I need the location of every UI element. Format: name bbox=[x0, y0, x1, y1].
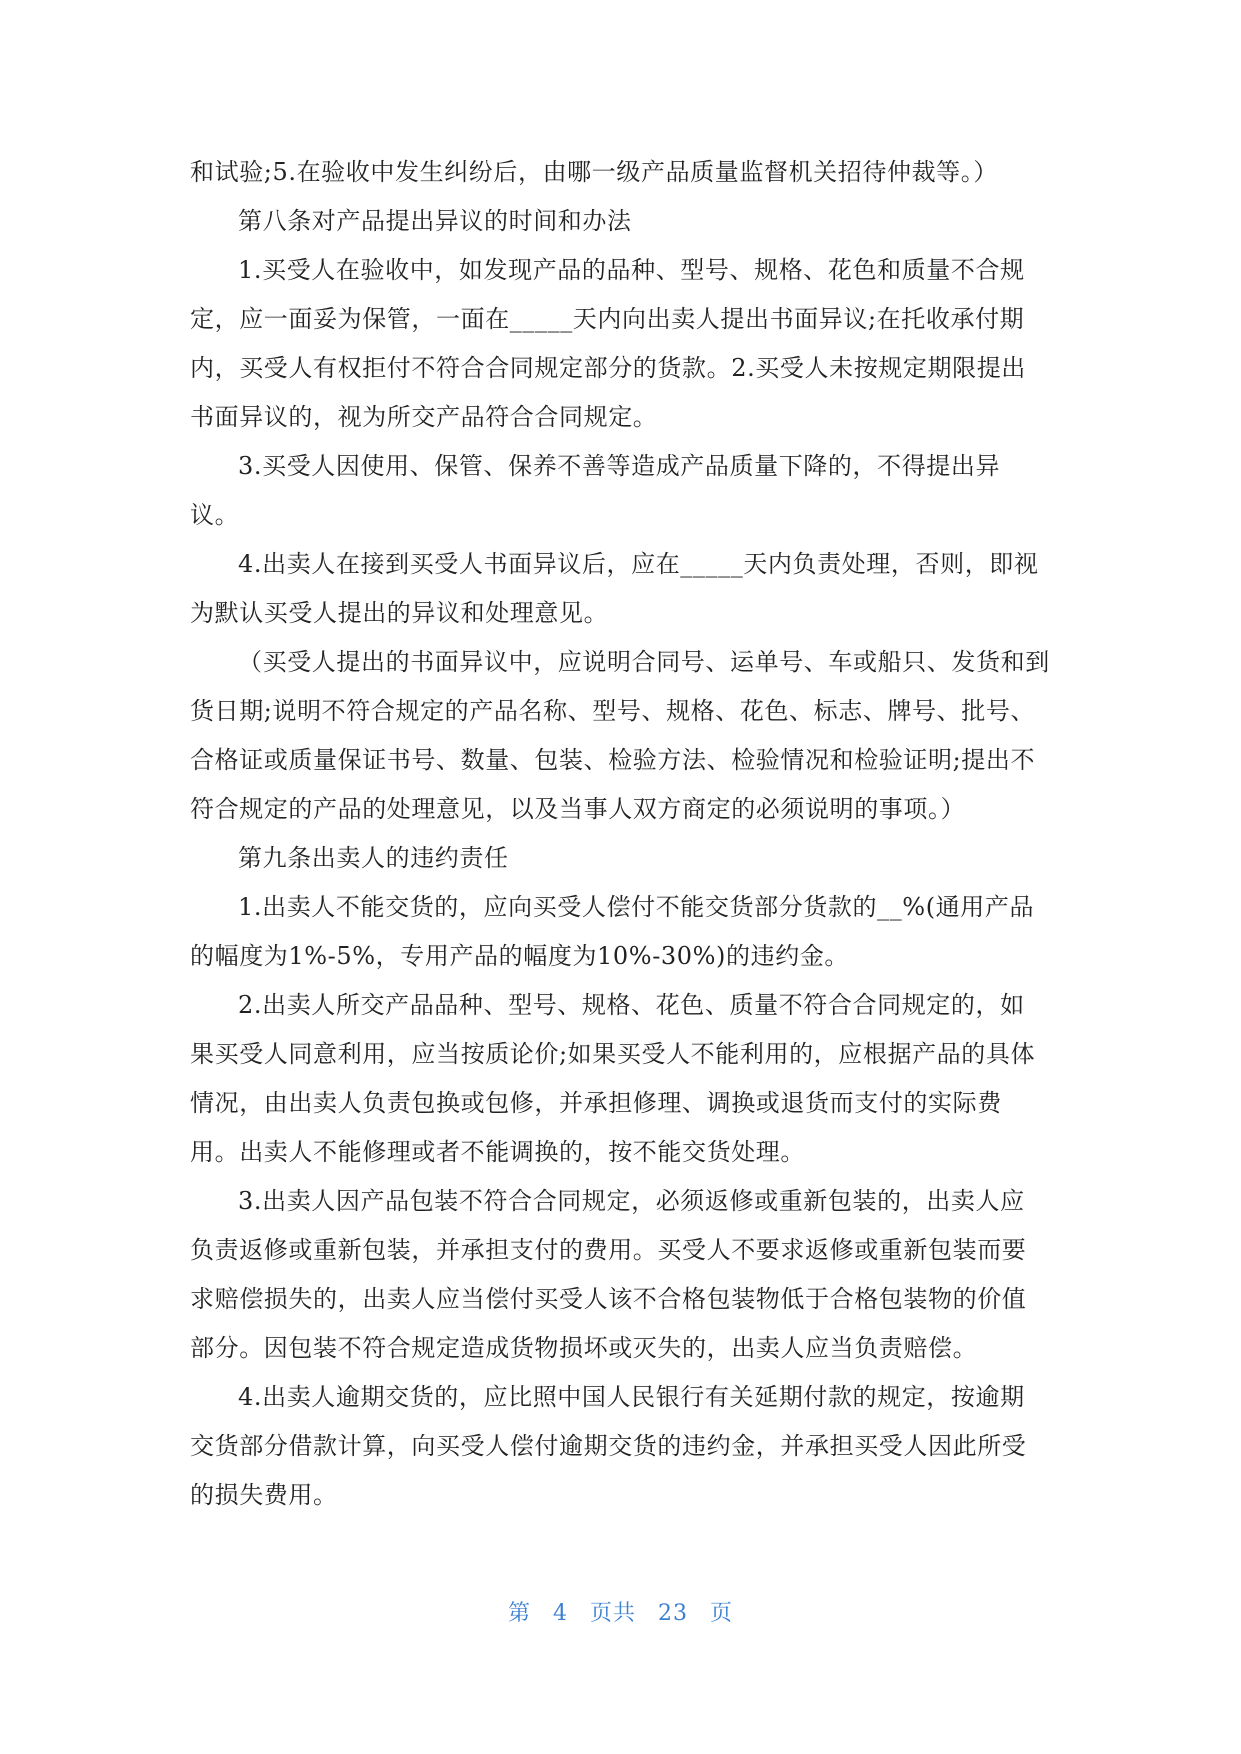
section-heading: 第九条出卖人的违约责任 bbox=[238, 844, 509, 872]
text-line: 情况，由出卖人负责包换或包修，并承担修理、调换或退货而支付的实际费 bbox=[190, 1089, 1002, 1117]
section-heading: 第八条对产品提出异议的时间和办法 bbox=[238, 207, 632, 235]
text-line: 定，应一面妥为保管，一面在_____天内向出卖人提出书面异议;在托收承付期 bbox=[190, 305, 1025, 333]
text-line: 4.出卖人逾期交货的，应比照中国人民银行有关延期付款的规定，按逾期 bbox=[238, 1383, 1025, 1411]
text-line: 部分。因包装不符合规定造成货物损坏或灭失的，出卖人应当负责赔偿。 bbox=[190, 1334, 978, 1362]
text-line: 1.出卖人不能交货的，应向买受人偿付不能交货部分货款的__%(通用产品 bbox=[238, 893, 1035, 921]
text-line: 符合规定的产品的处理意见，以及当事人双方商定的必须说明的事项。） bbox=[190, 795, 966, 823]
current-page-number: 4 bbox=[552, 1601, 568, 1626]
text-line: （买受人提出的书面异议中，应说明合同号、运单号、车或船只、发货和到 bbox=[238, 648, 1050, 676]
text-line: 内，买受人有权拒付不符合合同规定部分的货款。2.买受人未按规定期限提出 bbox=[190, 354, 1026, 382]
text-line: 4.出卖人在接到买受人书面异议后，应在_____天内负责处理，否则，即视 bbox=[238, 550, 1039, 578]
text-line: 求赔偿损失的，出卖人应当偿付买受人该不合格包装物低于合格包装物的价值 bbox=[190, 1285, 1027, 1313]
text-line: 3.出卖人因产品包装不符合合同规定，必须返修或重新包装的，出卖人应 bbox=[238, 1187, 1025, 1215]
text-line: 议。 bbox=[190, 501, 240, 529]
text-line: 书面异议的，视为所交产品符合合同规定。 bbox=[190, 403, 658, 431]
text-line: 的幅度为1%-5%，专用产品的幅度为10%-30%)的违约金。 bbox=[190, 942, 850, 970]
text-line: 的损失费用。 bbox=[190, 1481, 338, 1509]
total-page-count: 23 bbox=[658, 1601, 688, 1626]
text-line: 果买受人同意利用，应当按质论价;如果买受人不能利用的，应根据产品的具体 bbox=[190, 1040, 1036, 1068]
footer-suffix: 页 bbox=[710, 1601, 734, 1626]
text-line: 交货部分借款计算，向买受人偿付逾期交货的违约金，并承担买受人因此所受 bbox=[190, 1432, 1027, 1460]
text-line: 用。出卖人不能修理或者不能调换的，按不能交货处理。 bbox=[190, 1138, 805, 1166]
text-line: 为默认买受人提出的异议和处理意见。 bbox=[190, 599, 609, 627]
text-line: 合格证或质量保证书号、数量、包装、检验方法、检验情况和检验证明;提出不 bbox=[190, 746, 1036, 774]
page-footer bbox=[0, 1596, 1241, 1627]
text-line: 2.出卖人所交产品品种、型号、规格、花色、质量不符合合同规定的，如 bbox=[238, 991, 1025, 1019]
footer-middle: 页共 bbox=[589, 1601, 636, 1626]
text-line: 3.买受人因使用、保管、保养不善等造成产品质量下降的，不得提出异 bbox=[238, 452, 1001, 480]
text-line: 1.买受人在验收中，如发现产品的品种、型号、规格、花色和质量不合规 bbox=[238, 256, 1025, 284]
text-line: 货日期;说明不符合规定的产品名称、型号、规格、花色、标志、牌号、批号、 bbox=[190, 697, 1036, 725]
document-body bbox=[190, 148, 1058, 1520]
footer-prefix: 第 bbox=[507, 1601, 531, 1626]
text-line: 和试验;5.在验收中发生纠纷后，由哪一级产品质量监督机关招待仲裁等。） bbox=[190, 158, 998, 186]
text-line: 负责返修或重新包装，并承担支付的费用。买受人不要求返修或重新包装而要 bbox=[190, 1236, 1027, 1264]
